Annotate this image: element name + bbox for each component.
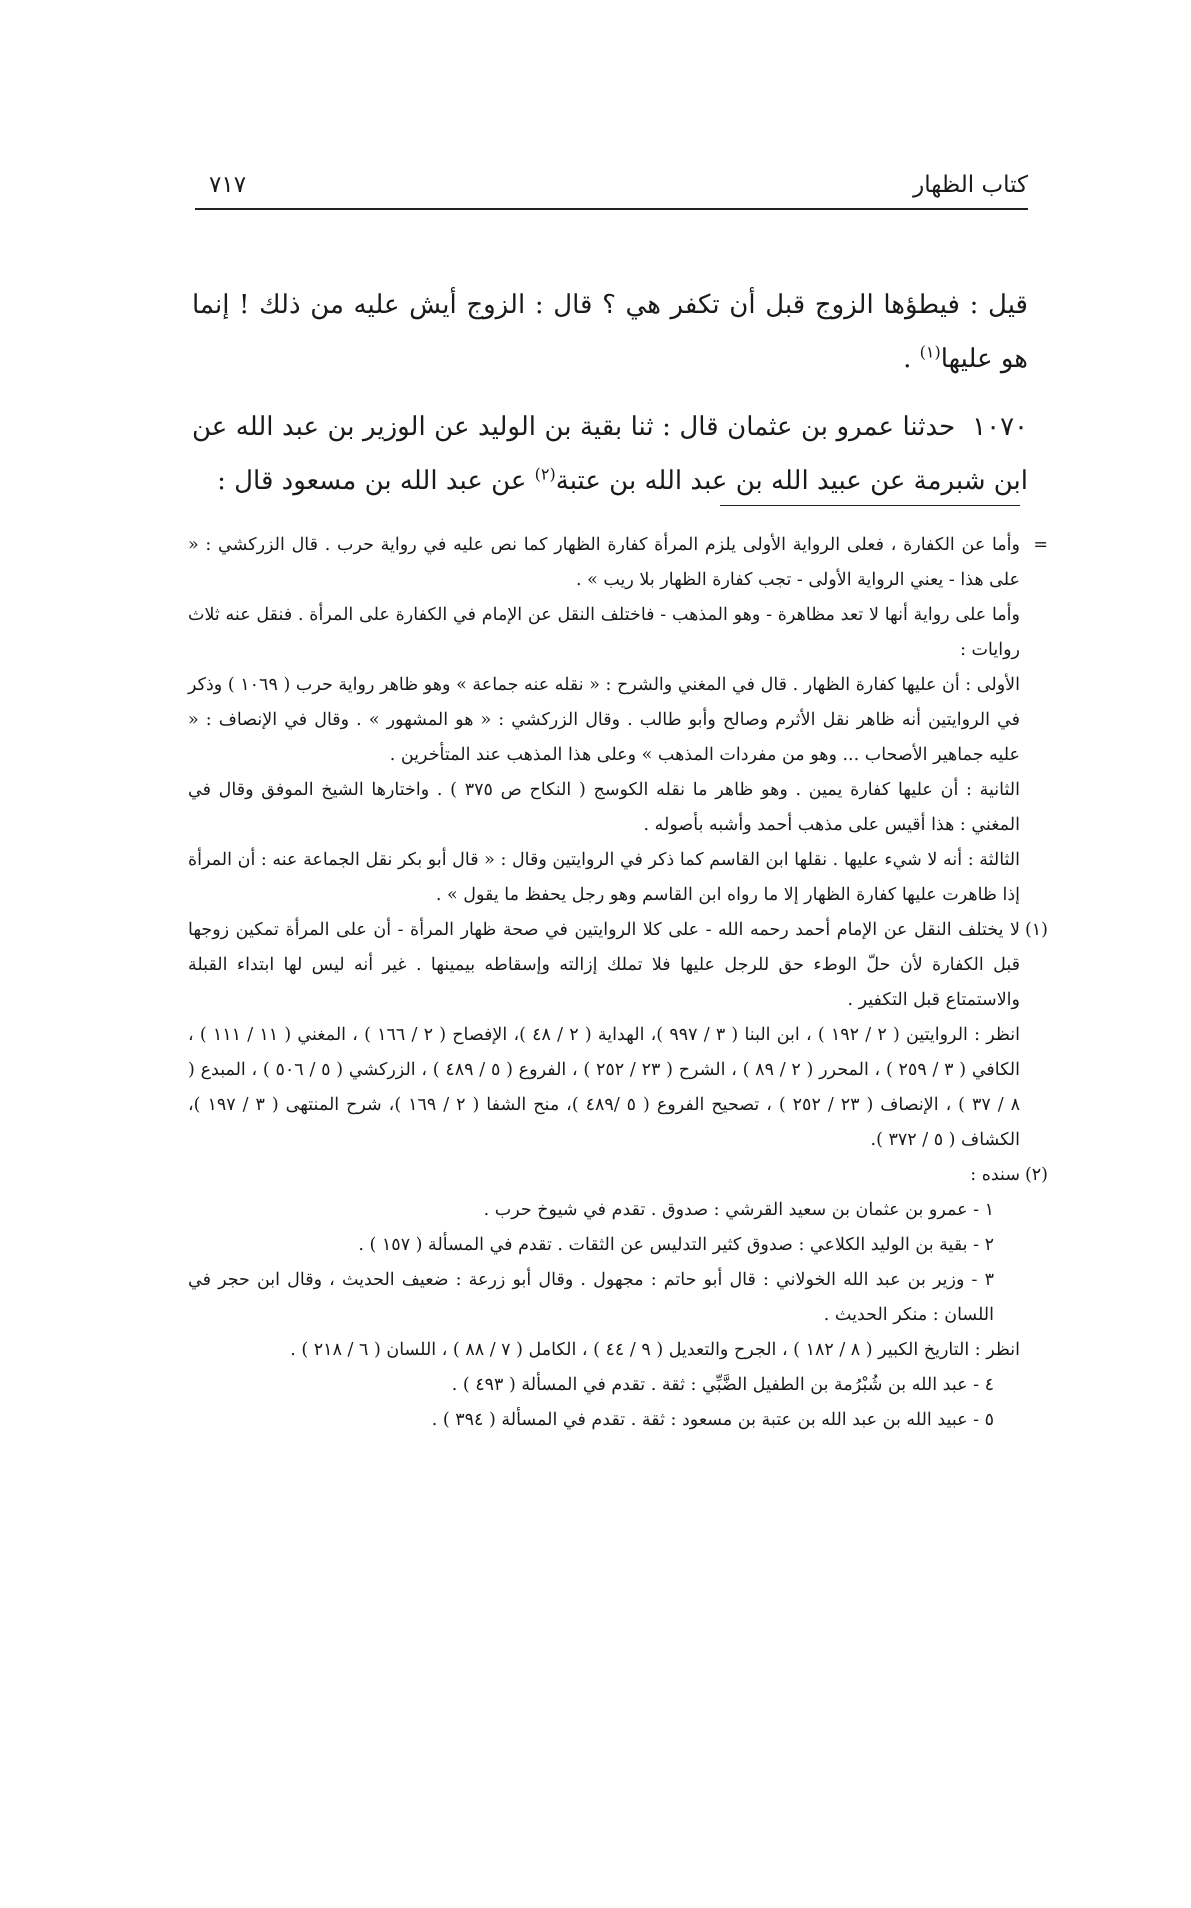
footnote-2-marker: (٢)	[1024, 1165, 1048, 1185]
isnad-item: ٥ - عبيد الله بن عبد الله بن عتبة بن مسعود : ثقة . تقدم في المسألة ( ٣٩٤ ) .	[431, 1410, 994, 1430]
footnote-line: وأما على رواية أنها لا تعد مظاهرة - وهو المذهب - فاختلف النقل عن الإمام في الكفارة على المرأة . فنقل عنه ثلاث روايات :	[188, 605, 1020, 660]
footnote-line: وأما عن الكفارة ، فعلى الرواية الأولى يلزم المرأة كفارة الظهار كما نص عليه في رواية حرب . قال الزركشي : « على هذا - يعني الرواية الأولى - تجب كفارة الظهار بلا ريب » .	[188, 535, 1020, 590]
footnote-ref-2: (٢)	[534, 464, 556, 484]
page-number: ٧١٧	[209, 172, 247, 198]
hadith-text-b: عن عبد الله بن مسعود قال :	[217, 466, 535, 496]
isnad-item: ١ - عمرو بن عثمان بن سعيد القرشي : صدوق . تقدم في شيوخ حرب .	[483, 1200, 994, 1220]
paragraph-1	[192, 278, 1028, 386]
footnote-1	[188, 913, 1048, 1018]
footnote-line: الأولى : أن عليها كفارة الظهار . قال في المغني والشرح : « نقله عنه جماعة » وهو ظاهر رواية حرب ( ١٠٦٩ ) وذكر في الروايتين أنه ظاهر نقل الأثرم وصالح وأبو طالب . وقال الزركشي : « هو المشهور » . وقال في الإنصاف : « عليه جماهير الأصحاب ... وهو من مفردات المذهب » وعلى هذا المذهب عند المتأخرين .	[188, 675, 1021, 765]
footnote-1-refs: انظر : الروايتين ( ٢ / ١٩٢ ) ، ابن البنا ( ٣ / ٩٩٧ )، الهداية ( ٢ / ٤٨ )، الإفصاح ( ٢ / ١٦٦ ) ، المغني ( ١١ / ١١١ ) ، الكافي ( ٣ / ٢٥٩ ) ، المحرر ( ٢ / ٨٩ ) ، الشرح ( ٢٣ / ٢٥٢ ) ، الفروع ( ٥ / ٤٨٩ ) ، الزركشي ( ٥ / ٥٠٦ ) ، المبدع ( ٨ / ٣٧ ) ، الإنصاف ( ٢٣ / ٢٥٢ ) ، تصحيح الفروع ( ٥ /٤٨٩ )، منح الشفا ( ٢ / ١٦٩ )، شرح المنتهى ( ٣ / ١٩٧ )، الكشاف ( ٥ / ٣٧٢ ).	[188, 1025, 1021, 1150]
hadith-number: ١٠٧٠	[972, 412, 1029, 442]
paragraph-1-end: .	[903, 344, 920, 374]
isnad-item: ٢ - بقية بن الوليد الكلاعي : صدوق كثير التدليس عن الثقات . تقدم في المسألة ( ١٥٧ ) .	[358, 1235, 994, 1255]
isnad-item: ٣ - وزير بن عبد الله الخولاني : قال أبو حاتم : مجهول . وقال أبو زرعة : ضعيف الحديث ، وقال ابن حجر في اللسان : منكر الحديث .	[188, 1270, 994, 1325]
footnote-ref-1: (١)	[919, 342, 941, 362]
isnad-item: ٤ - عبد الله بن شُبْرُمة بن الطفيل الضَّبِّي : ثقة . تقدم في المسألة ( ٤٩٣ ) .	[451, 1375, 994, 1395]
footnote-2	[188, 1158, 1048, 1193]
footnote-separator	[720, 505, 1020, 506]
book-title: كتاب الظهار	[913, 172, 1028, 198]
footnote-line: الثالثة : أنه لا شيء عليها . نقلها ابن القاسم كما ذكر في الروايتين وقال : « قال أبو بكر نقل الجماعة عنه : أن المرأة إذا ظاهرت عليها كفارة الظهار إلا ما رواه ابن القاسم وهو رجل يحفظ ما يقول » .	[188, 850, 1020, 905]
running-header	[195, 168, 1028, 210]
footnote-2-heading: سنده :	[970, 1165, 1020, 1185]
footnotes	[188, 528, 1048, 1438]
footnote-1-marker: (١)	[1024, 920, 1048, 940]
hadith-text-a: حدثنا عمرو بن عثمان قال : ثنا بقية بن الوليد عن الوزير بن عبد الله عن ابن شبرمة عن عبيد الله بن عبد الله بن عتبة	[192, 412, 1028, 496]
footnote-line: الثانية : أن عليها كفارة يمين . وهو ظاهر ما نقله الكوسج ( النكاح ص ٣٧٥ ) . واختارها الشيخ الموفق وقال في المغني : هذا أقيس على مذهب أحمد وأشبه بأصوله .	[188, 780, 1020, 835]
isnad-refs: انظر : التاريخ الكبير ( ٨ / ١٨٢ ) ، الجرح والتعديل ( ٩ / ٤٤ ) ، الكامل ( ٧ / ٨٨ ) ، اللسان ( ٦ / ٢١٨ ) .	[290, 1340, 1020, 1360]
hadith-paragraph	[192, 400, 1028, 508]
paragraph-1-text: قيل : فيطؤها الزوج قبل أن تكفر هي ؟ قال : الزوج أيش عليه من ذلك ! إنما هو عليها	[192, 290, 1028, 374]
continuation-mark: =	[1033, 535, 1048, 555]
main-text	[192, 278, 1028, 522]
footnote-1-text: لا يختلف النقل عن الإمام أحمد رحمه الله - على كلا الروايتين في صحة ظهار المرأة - أن على المرأة تمكين زوجها قبل الكفارة لأن حلّ الوطء حق للرجل عليها فلا تملك إزالته وإسقاطه بيمينها . غير أنه ليس لها ابتداء القبلة والاستمتاع قبل التكفير .	[188, 920, 1020, 1010]
footnote-continued-line	[188, 528, 1048, 598]
